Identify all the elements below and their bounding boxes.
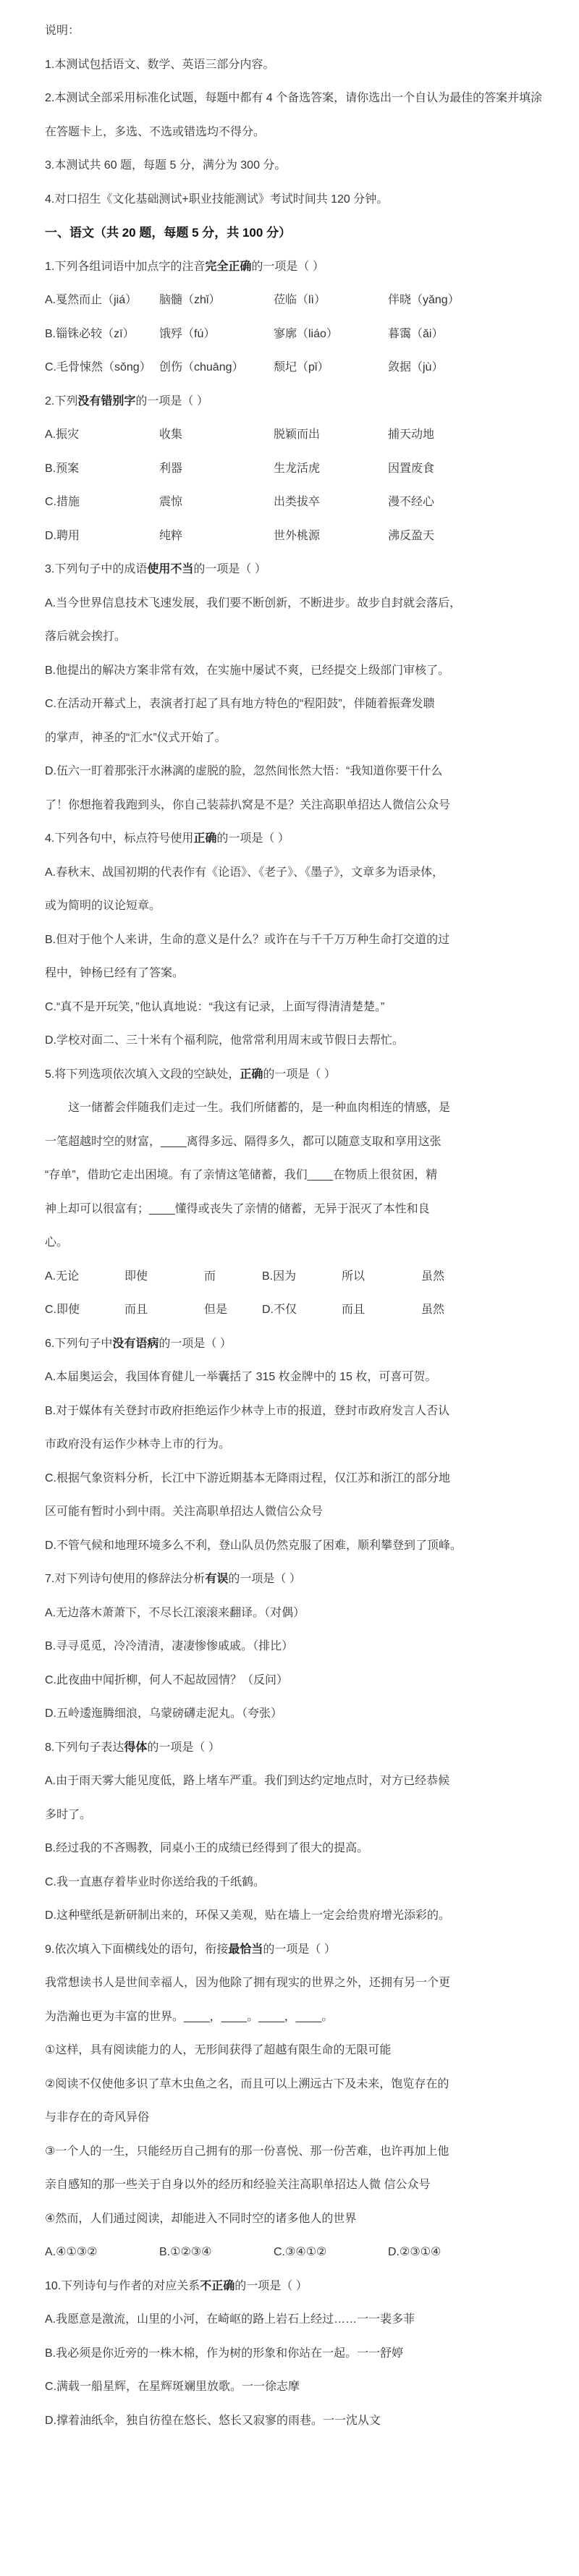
question-stem: 9.依次填入下面横线处的语句，衔接最恰当的一项是（ ）: [45, 1943, 336, 1956]
option-text: B.但对于他个人来讲，生命的意义是什么？或许在与千千万万种生命打交道的过: [45, 933, 450, 946]
option-row: A.④①③② B.①②③④ C.③④①② D.②③①④: [45, 2246, 441, 2258]
option-text: 落后就会挨打。: [45, 630, 127, 643]
passage-line: ②阅读不仅使他多识了草木虫鱼之名，而且可以上溯远古下及未来，饱览存在的: [45, 2077, 449, 2090]
passage-line: 与非存在的奇风异俗: [45, 2111, 150, 2124]
option-text: C.满载一船星辉，在星辉斑斓里放歌。一一徐志摩: [45, 2381, 300, 2393]
option-text: D.这种壁纸是新研制出来的，环保又美观，贴在墙上一定会给贵府增光添彩的。: [45, 1909, 451, 1922]
option-text: C.我一直惠存着毕业时你送给我的千纸鹤。: [45, 1875, 266, 1888]
option-text: D.撑着油纸伞，独自彷徨在悠长、悠长又寂寥的雨巷。一一沈从文: [45, 2414, 381, 2427]
intro-item: 4.对口招生《文化基础测试+职业技能测试》考试时间共 120 分钟。: [45, 193, 389, 206]
option-text: A.无边落木萧萧下，不尽长江滚滚来翻译。（对偶）: [45, 1606, 305, 1619]
option-text: A.春秋末、战国初期的代表作有《论语》、《老子》、《墨子》，文章多为语录体，: [45, 866, 444, 879]
question-stem: 5.将下列选项依次填入文段的空缺处，正确的一项是（ ）: [45, 1068, 336, 1081]
option-row: C.措施 震惊 出类拔卒 漫不经心: [45, 496, 435, 508]
option-text: B.经过我的不吝赐教，同桌小王的成绩已经得到了很大的提高。: [45, 1842, 369, 1854]
option-row: B.锱铢必较（zī） 饿殍（fú） 寥廓（liáo） 暮霭（ǎi）: [45, 327, 444, 340]
option-text: 了！你想拖着我跑到头，你自己装蒜扒窝是不是？关注高职单招达人微信公众号: [45, 798, 451, 811]
option-row: C.毛骨悚然（sǒng） 创伤（chuāng） 颓圮（pǐ） 敛据（jù）: [45, 361, 444, 373]
question-stem: 2.下列没有错别字的一项是（ ）: [45, 394, 208, 407]
option-text: 市政府没有运作少林寺上市的行为。: [45, 1438, 231, 1450]
intro-item: 1.本测试包括语文、数学、英语三部分内容。: [45, 58, 275, 71]
passage-line: 亲自感知的那一些关于自身以外的经历和经验关注高职单招达人微 信公众号: [45, 2179, 431, 2191]
option-text: A.由于雨天雾大能见度低，路上堵车严重。我们到达约定地点时，对方已经恭候: [45, 1775, 450, 1787]
section-heading: 一、语文（共 20 题，每题 5 分，共 100 分）: [45, 226, 292, 240]
question-stem: 6.下列句子中没有语病的一项是（ ）: [45, 1337, 232, 1350]
passage-line: 一笔超越时空的财富，____离得多远、隔得多久，都可以随意支取和享用这张: [45, 1135, 441, 1148]
option-row: A.无论 即使 而 B.因为 所以 虽然: [45, 1270, 445, 1283]
option-text: D.五岭逶迤腾细浪，乌蒙磅礴走泥丸。（夸张）: [45, 1707, 283, 1720]
passage-line: 心。: [45, 1236, 69, 1249]
option-text: B.对于媒体有关登封市政府拒绝运作少林寺上市的报道，登封市政府发言人否认: [45, 1404, 450, 1417]
option-text: B.他提出的解决方案非常有效，在实施中屡试不爽，已经提交上级部门审核了。: [45, 664, 450, 677]
option-row: A.振灾 收集 脱颖而出 捕天动地: [45, 428, 435, 441]
intro-item: 2.本测试全部采用标准化试题，每题中都有 4 个备选答案，请你选出一个自认为最佳的答案并填涂在答题卡上，多选、不选或错选均不得分。: [45, 92, 543, 138]
question-stem: 3.下列句子中的成语使用不当的一项是（ ）: [45, 563, 266, 575]
option-text: C.此夜曲中闻折柳，何人不起故园情？（反问）: [45, 1673, 289, 1686]
option-text: C.根据气象资料分析，长江中下游近期基本无降雨过程，仅江苏和浙江的部分地: [45, 1471, 451, 1485]
option-text: C.在活动开幕式上，表演者打起了具有地方特色的“程阳鼓”，伴随着振聋发聩: [45, 698, 435, 710]
passage-line: ④然而，人们通过阅读，却能进入不同时空的诸多他人的世界: [45, 2212, 357, 2225]
passage-line: ③一个人的一生，只能经历自己拥有的那一份喜悦、那一份苦难，也许再加上他: [45, 2145, 449, 2158]
question-stem: 4.下列各句中，标点符号使用正确的一项是（ ）: [45, 832, 290, 845]
option-text: 程中，钟杨已经有了答案。: [45, 967, 185, 979]
question-stem: 7.对下列诗句使用的修辞法分析有误的一项是（ ）: [45, 1573, 301, 1585]
option-row: D.聘用 纯粹 世外桃源 沸反盈天: [45, 529, 435, 542]
option-row: B.预案 利器 生龙活虎 因置废食: [45, 462, 435, 475]
option-text: A.我愿意是激流，山里的小河，在崎岖的路上岩石上经过……一一裴多菲: [45, 2313, 415, 2326]
passage-line: 神上却可以很富有；____懂得或丧失了亲情的储蓄，无异于泯灭了本性和良: [45, 1202, 430, 1215]
option-text: D.不管气候和地理环境多么不利，登山队员仍然克服了困难，顺利攀登到了顶峰。: [45, 1539, 462, 1552]
option-text: 多时了。: [45, 1808, 92, 1821]
question-stem: 10.下列诗句与作者的对应关系不正确的一项是（ ）: [45, 2279, 308, 2292]
passage-line: ①这样，具有阅读能力的人，无形间获得了超越有限生命的无限可能: [45, 2044, 392, 2056]
question-stem: 8.下列句子表达得体的一项是（ ）: [45, 1741, 220, 1754]
option-text: B.我必须是你近旁的一株木棉，作为树的形象和你站在一起。一一舒婷: [45, 2347, 404, 2360]
option-text: A.本届奥运会，我国体育健儿一举囊括了 315 枚金牌中的 15 枚，可喜可贺。: [45, 1371, 437, 1383]
intro-title: 说明：: [45, 25, 80, 37]
option-text: 区可能有暂时小到中雨。关注高职单招达人微信公众号: [45, 1506, 324, 1518]
passage-line: 为浩瀚也更为丰富的世界。____，____。____，____。: [45, 2010, 334, 2023]
option-text: C.“真不是开玩笑，”他认真地说：“我这有记录，上面写得清清楚楚。”: [45, 1000, 385, 1013]
option-text: 的掌声，神圣的“汇水”仪式开始了。: [45, 731, 227, 744]
passage-line: 我常想读书人是世间幸福人，因为他除了拥有现实的世界之外，还拥有另一个更: [45, 1977, 451, 1989]
passage-line: “存单”，借助它走出困境。有了亲情这笔储蓄，我们____在物质上很贫困，精: [45, 1169, 438, 1181]
option-text: D.学校对面二、三十米有个福利院，他常常利用周末或节假日去帮忙。: [45, 1034, 405, 1047]
intro-item: 3.本测试共 60 题，每题 5 分，满分为 300 分。: [45, 159, 287, 172]
passage-line: 这一储蓄会伴随我们走过一生。我们所储蓄的，是一种血肉相连的情感，是: [68, 1102, 451, 1114]
option-text: B.寻寻觅觅，冷冷清清，凄凄惨惨戚戚。（排比）: [45, 1640, 294, 1652]
option-row: A.戛然而止（jiá） 脑髓（zhǐ） 莅临（lì） 伴晓（yǎng）: [45, 294, 460, 306]
question-stem: 1.下列各组词语中加点字的注音完全正确的一项是（ ）: [45, 260, 324, 273]
option-text: 或为简明的议论短章。: [45, 900, 161, 912]
option-text: D.伍六一盯着那张汗水淋漓的虚脱的脸，忽然间怅然大悟：“我知道你要干什么: [45, 765, 443, 777]
option-text: A.当今世界信息技术飞速发展，我们要不断创新，不断进步。故步自封就会落后，: [45, 596, 462, 609]
option-row: C.即使 而且 但是 D.不仅 而且 虽然: [45, 1304, 445, 1316]
